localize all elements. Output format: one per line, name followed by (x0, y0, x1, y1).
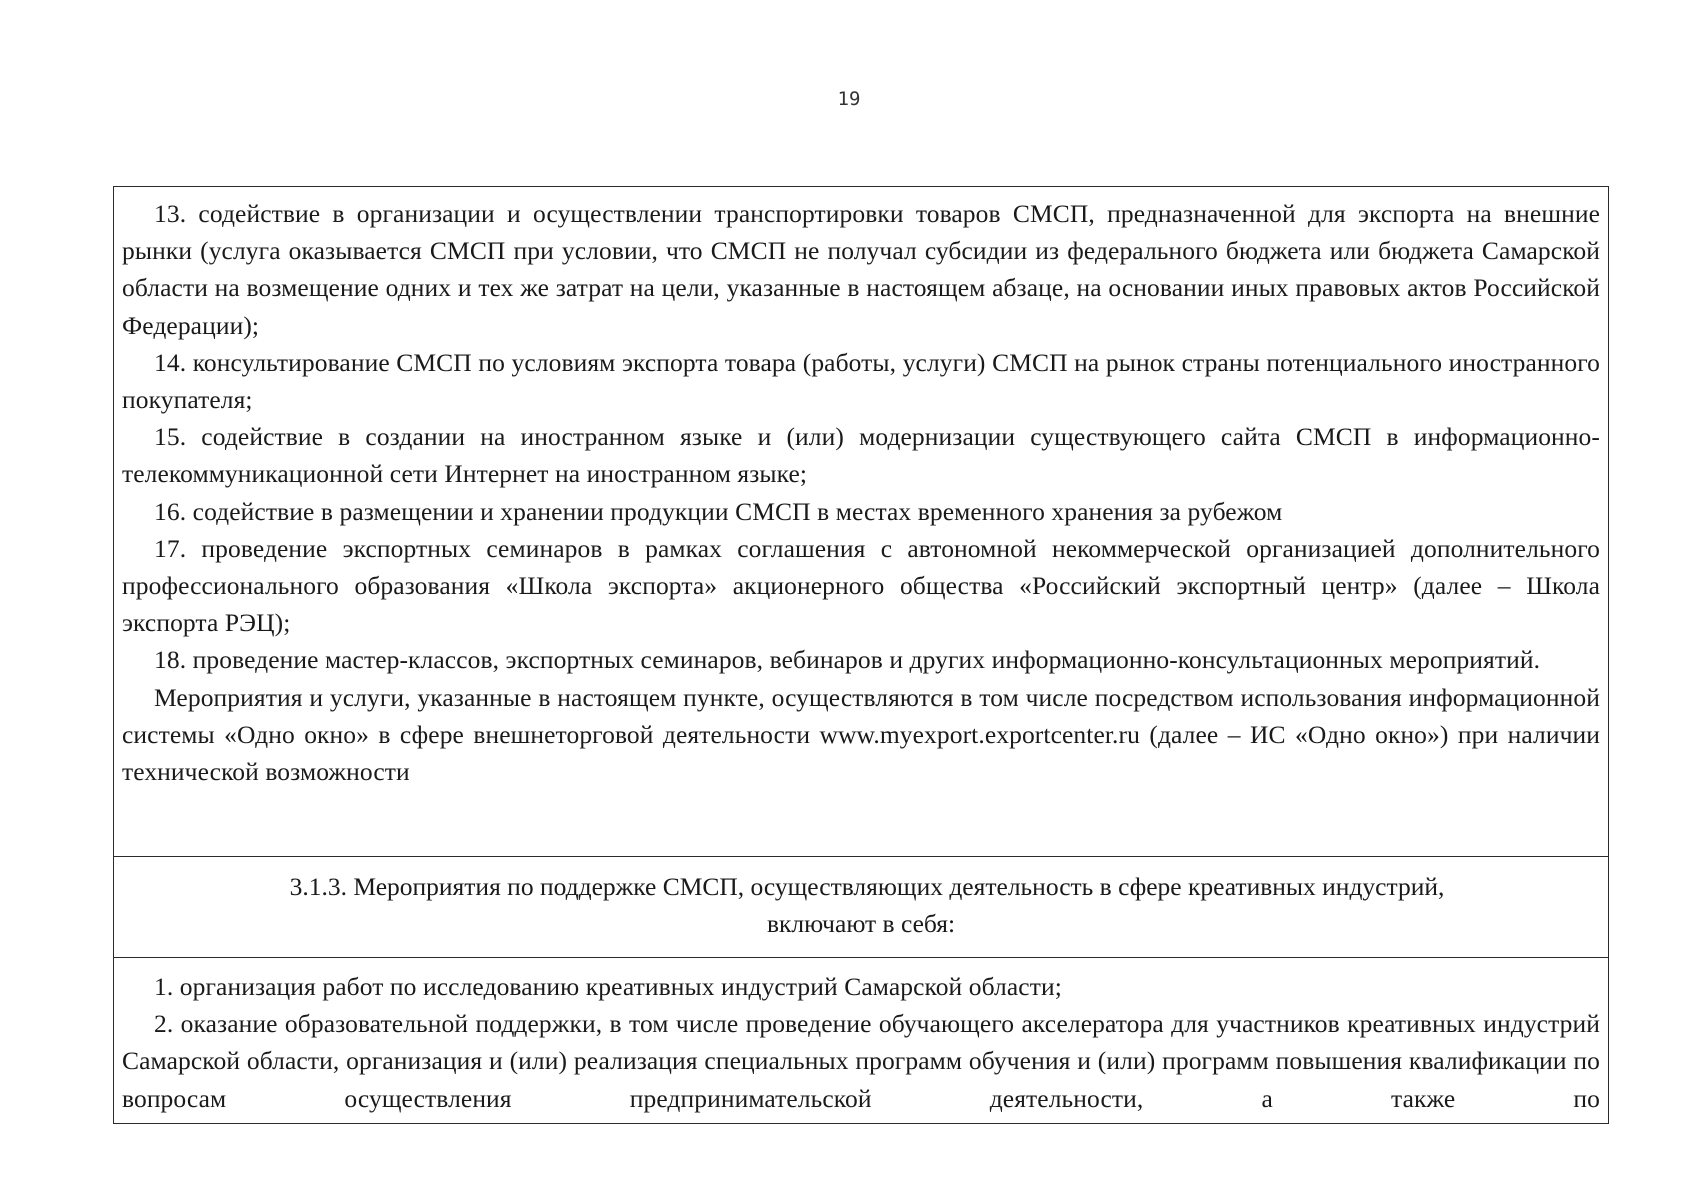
page-number: 19 (837, 88, 861, 110)
paragraph-creative-item-1: 1. организация работ по исследованию креативных индустрий Самарской области; (154, 972, 1062, 1001)
paragraph-item-15: 15. содействие в создании на иностранном языке и (или) модернизации существующего сайта СМСП в информационно-телекоммуникационной сети Интернет на иностранном языке; (122, 422, 1600, 489)
table-row-section-heading (114, 856, 1608, 958)
table-row-export-measures (114, 187, 1608, 856)
paragraph-creative-item-2: 2. оказание образовательной поддержки, в том числе проведение обучающего акселератора для участников креативных индустрий Самарской области, организация и (или) реализация специальных программ обучения и (или) программ повышения квалификации по вопросам осуществления предпринимательской деятельности, а также по (122, 1009, 1600, 1113)
paragraph-services-note: Мероприятия и услуги, указанные в настоящем пункте, осуществляются в том числе посредством использования информационной системы «Одно окно» в сфере внешнеторговой деятельности www.myexport.exportcenter.ru (далее – ИС «Одно окно») при наличии технической возможности (122, 682, 1600, 787)
paragraph-item-13: 13. содействие в организации и осуществлении транспортировки товаров СМСП, предназначенной для экспорта на внешние рынки (услуга оказывается СМСП при условии, что СМСП не получал субсидии из федерального бюджета или бюджета Самарской области на возмещение одних и тех же затрат на цели, указанные в настоящем абзаце, на основании иных правовых актов Российской Федерации); (122, 199, 1600, 340)
table-row-creative-measures (114, 958, 1608, 1123)
section-heading-line-2: включают в себя: (766, 909, 956, 938)
paragraph-item-14: 14. консультирование СМСП по условиям экспорта товара (работы, услуги) СМСП на рынок страны потенциального иностранного покупателя; (122, 347, 1600, 415)
section-heading-line-1: 3.1.3. Мероприятия по поддержке СМСП, осуществляющих деятельность в сфере креативных индустрий, (289, 872, 1445, 901)
paragraph-item-17: 17. проведение экспортных семинаров в рамках соглашения с автономной некоммерческой организацией дополнительного профессионального образования «Школа экспорта» акционерного общества «Российский экспортный центр» (далее – Школа экспорта РЭЦ); (122, 533, 1600, 638)
paragraph-item-16: 16. содействие в размещении и хранении продукции СМСП в местах временного хранения за рубежом (154, 496, 1283, 526)
paragraph-item-18: 18. проведение мастер-классов, экспортных семинаров, вебинаров и других информационно-консультационных мероприятий. (154, 645, 1541, 675)
document-table (113, 186, 1609, 1124)
